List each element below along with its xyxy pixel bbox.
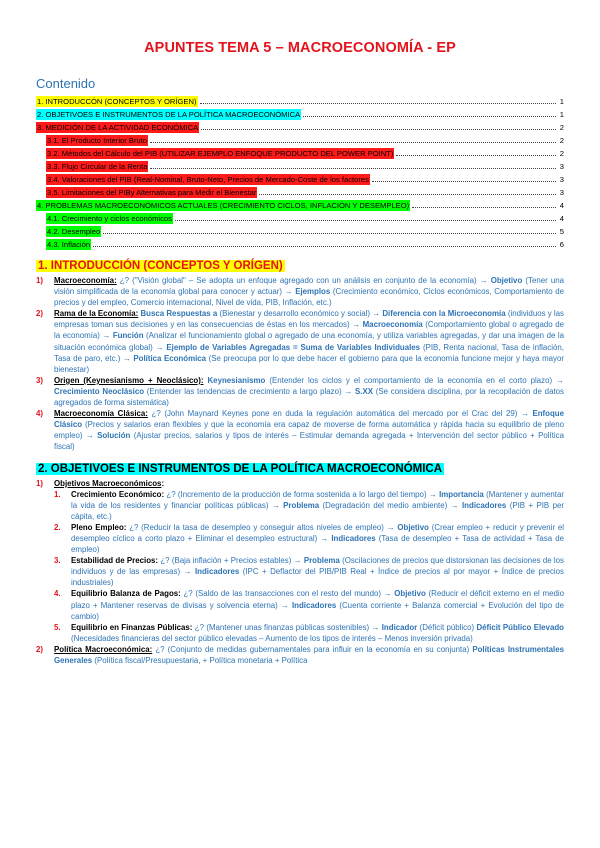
text-run: (Reducir el déficit externo en el medio plazo + Mantener reservas de divisas y solvencia eterna) (71, 589, 564, 610)
text-run: Macroeconomía (362, 320, 423, 330)
toc-entry-text: 2. OBJETIVOES E INSTRUMENTOS DE LA POLÍTICA MACROECONÓMICA (37, 110, 301, 119)
text-run: Ejemplo de Variables Agregadas = Suma de Variables Individuales (166, 342, 421, 352)
text-run: (Comportamiento global o agregado de la economía) (54, 320, 564, 341)
text-run: (Crecimiento económico, Ciclos económicos, Comportamiento de precios y del empleo, Comercio internacional, Nivel de vida, PIB, Inflación, etc.) (54, 287, 564, 308)
text-run: Busca Respuestas a (138, 309, 218, 319)
arrow-icon: → (102, 331, 113, 341)
toc-entry-text: 4.1. Crecimiento y ciclos económicos (47, 214, 172, 223)
text-run: Rama de la Economía: (54, 309, 139, 319)
arrow-icon: → (344, 386, 356, 396)
toc-leader-dots (259, 194, 556, 195)
toc-entry-text: 3. MEDICIÓN DE LA ACTIVIDAD ECONÓMICA (37, 123, 199, 132)
toc-list (36, 94, 564, 250)
text-run: (Tasa de desempleo + Tasa de actividad + Tasa de empleo) (71, 533, 564, 555)
text-run: (Ajustar precios, salarios y tipos de interés – Estimular demanda agregada + Intervención del sector público + Política fiscal) (54, 431, 564, 452)
arrow-icon: → (383, 589, 395, 599)
toc-page-number: 3 (559, 162, 564, 171)
text-run: (Tener una visión simplificada de la economía global para conocer y actuar) (54, 276, 565, 297)
text-run: ¿? ("Visión global" – Se adopta un enfoque agregado con un análisis en conjunto de la economía) (116, 276, 480, 285)
toc-page-number: 4 (559, 201, 564, 210)
list-item-text (54, 308, 564, 375)
text-run: ¿? (Conjunto de medidas gubernamentales para influir en la economía en su conjunta) (152, 644, 473, 654)
text-run: Políticas Instrumentales Generales (54, 644, 564, 665)
list-item-text (54, 478, 564, 489)
list-number: 2) (36, 644, 44, 654)
toc-page-number: 1 (559, 97, 564, 106)
toc-entry-text: 4.2. Desempleo (47, 227, 101, 236)
sub-list-item (36, 489, 564, 522)
text-run: (Se preocupa por lo que debe hacer el gobierno para que la economía funcione mejor y haya mayor bienestar) (54, 353, 565, 374)
toc-leader-dots (303, 116, 556, 117)
text-run: (Crear empleo + reducir y prevenir el desempleo cíclico a corto plazo + Eliminar el desempleo estructural) (71, 522, 564, 543)
section (36, 250, 564, 453)
toc-entry[interactable] (36, 224, 564, 237)
list-item (36, 478, 564, 489)
toc-entry-text: 4.3. Inflación (47, 240, 91, 249)
text-run: (individuos y las empresas toman sus decisiones y en las consecuencias de éstas en los mercados) (54, 309, 564, 330)
toc-page-number: 2 (559, 136, 564, 145)
list-number: 3) (36, 375, 44, 385)
arrow-icon: → (450, 500, 462, 510)
text-run: ¿? (Reducir la tasa de desempleo y conseguir altos niveles de empleo) (126, 522, 387, 532)
toc-leader-dots (200, 103, 557, 104)
arrow-icon: → (284, 287, 296, 297)
text-run: Objetivo (394, 589, 426, 599)
text-run: ¿? (Saldo de las transacciones con el resto del mundo) (180, 589, 384, 599)
arrow-icon: → (520, 409, 533, 419)
text-run: (Oscilaciones de precios que distorsionan las decisiones de los individuos y de las empresas) (71, 556, 564, 577)
toc-entry-text: 1. INTRODUCCÓN (CONCEPTOS Y ORÍGEN) (37, 97, 197, 106)
arrow-icon: → (428, 489, 440, 499)
text-run: Macroeconomía Clásica: (54, 409, 148, 419)
list-number: 4) (36, 409, 44, 419)
text-run: (Política fiscal/Presupuestaria, + Política monetaria + Política (92, 656, 308, 665)
list-item (36, 308, 564, 375)
text-run: (PIB, Renta nacional, Tasa de inflación, Tasa de paro, etc.) (54, 342, 564, 363)
toc-leader-dots (103, 233, 556, 234)
text-run: (Analizar el funcionamiento global o agregado de una economía, y utiliza variables agregadas, y dar una imagen de la situación económica global) (54, 331, 564, 352)
text-run: ¿? (Mantener unas finanzas públicas sostenibles) (192, 622, 372, 632)
document-title: APUNTES TEMA 5 – MACROECONOMÍA - EP (144, 40, 456, 56)
text-run: Déficit Público Elevado (476, 622, 564, 632)
arrow-icon: → (372, 309, 383, 319)
toc-entry-text: 3.3. Flujo Circular de la Renta (47, 162, 148, 171)
text-run: (Déficit público) (417, 622, 477, 632)
list-item-text (71, 622, 564, 644)
toc-entry[interactable] (36, 185, 564, 198)
text-run: Ejemplos (295, 287, 331, 297)
toc-entry[interactable] (36, 120, 564, 133)
text-run: Equilibrio en Finanzas Públicas: (71, 622, 193, 632)
text-run: (Entender los ciclos y el comportamiento de la economía en el corto plazo) (265, 375, 557, 385)
list-number: 1. (54, 489, 61, 499)
text-run: Política Económica (133, 353, 207, 363)
text-run: Objetivos Macroeconómicos (54, 478, 162, 488)
toc-page-number: 5 (559, 227, 564, 236)
list-item (36, 408, 564, 452)
section-heading: 1. INTRODUCCIÓN (CONCEPTOS Y ORÍGEN) (38, 260, 283, 272)
list-number: 4. (54, 589, 61, 599)
text-run: Importancia (439, 489, 484, 499)
arrow-icon: → (556, 375, 564, 385)
text-run: Solución (97, 431, 131, 441)
toc-leader-dots (175, 220, 556, 221)
toc-entry-text: 3.4. Valoraciones del PIB (Real-Nominal, Bruto-Neto, Precios de Mercado-Coste de los factores (47, 175, 369, 184)
text-run: (Necesidades financieras del sector público elevadas – Aumento de los tipos de interés – Menos inversión privada) (71, 633, 473, 643)
list-item (36, 375, 564, 408)
text-run: Macroeconomía: (54, 276, 117, 285)
arrow-icon: → (479, 276, 491, 285)
arrow-icon: → (371, 622, 382, 632)
toc-heading: Contenido (36, 76, 96, 91)
toc-leader-dots (412, 207, 556, 208)
text-run: Problema (283, 500, 320, 510)
text-run: (Precios y salarios eran flexibles y que la economía era capaz de moverse de forma automática y rápida hacia su equilibrio de pleno empleo) (54, 420, 564, 441)
text-run: (IPC + Deflactor del PIB/PIB Real + Índice de precios al por mayor + Índice de precios industriales) (71, 567, 564, 588)
arrow-icon: → (122, 353, 134, 363)
text-run: Crecimiento Neoclásico (54, 386, 145, 396)
toc-page-number: 1 (559, 110, 564, 119)
toc-page-number: 4 (559, 214, 564, 223)
toc-leader-dots (150, 168, 556, 169)
text-run: (PIB + PIB per cápita, etc.) (71, 500, 564, 521)
arrow-icon: → (183, 567, 195, 577)
toc-entry[interactable] (36, 198, 564, 211)
list-item-text (54, 275, 564, 308)
list-item-text (71, 489, 564, 522)
toc-page-number: 3 (559, 188, 564, 197)
text-run: Indicadores (331, 533, 376, 543)
toc-leader-dots (201, 129, 556, 130)
text-run: Keynesianismo (203, 375, 266, 385)
toc-page-number: 3 (559, 175, 564, 184)
text-run: Política Macroeconómica: (54, 644, 153, 654)
sub-list-item (36, 622, 564, 644)
text-run: (Entender las tendencias de crecimiento a largo plazo) (144, 386, 345, 396)
text-run: Objetivo (397, 522, 429, 532)
toc-page-number: 2 (559, 123, 564, 132)
text-run: Indicadores (291, 600, 337, 610)
toc-entry-text: 4. PROBLEMAS MACROECONÓMICOS ACTUALES (CRECIMIENTO CICLOS, INFLACIÓN Y DESEMPLEO) (37, 201, 410, 210)
list-item-text (54, 375, 564, 408)
text-run: Indicador (381, 622, 418, 632)
toc-entry[interactable] (36, 237, 564, 250)
toc-entry[interactable] (36, 146, 564, 159)
toc-entry[interactable] (36, 159, 564, 172)
text-run: Pleno Empleo: (71, 522, 127, 532)
toc-leader-dots (93, 246, 556, 247)
text-run: Origen (Keynesianismo + Neoclásico): (54, 375, 204, 385)
text-run: Objetivo (490, 276, 523, 285)
text-run: Problema (303, 556, 340, 566)
list-item (36, 644, 564, 666)
text-run: (Degradación del medio ambiente) (319, 500, 451, 510)
toc-entry[interactable] (36, 211, 564, 224)
text-run: S.XX (355, 386, 373, 396)
list-item-text (71, 555, 564, 588)
toc-entry[interactable] (36, 94, 564, 107)
document-body (36, 250, 564, 666)
text-run: Diferencia con la Microeconomía (382, 309, 506, 319)
list-item-text (71, 588, 564, 621)
text-run: Equilibrio Balanza de Pagos: (71, 589, 181, 599)
arrow-icon: → (280, 600, 292, 610)
arrow-icon: → (85, 431, 98, 441)
list-number: 2) (36, 309, 44, 319)
arrow-icon: → (271, 500, 284, 510)
text-run: ¿? (Incremento de la producción de forma sostenida a lo largo del tiempo) (164, 489, 429, 499)
arrow-icon: → (352, 320, 363, 330)
toc-entry[interactable] (36, 107, 564, 120)
toc-entry-text: 3.1. El Producto Interior Bruto (47, 136, 148, 145)
text-run: Indicadores (461, 500, 507, 510)
toc-page-number: 2 (559, 149, 564, 158)
sub-list-item (36, 588, 564, 621)
toc-entry[interactable] (36, 133, 564, 146)
text-run: Crecimiento Económico: (71, 489, 165, 499)
table-of-contents (36, 76, 564, 250)
toc-page-number: 6 (559, 240, 564, 249)
toc-entry[interactable] (36, 172, 564, 185)
text-run: (Mantener y aumentar la vida de los residentes y financiar políticas públicas) (71, 489, 564, 510)
section (36, 453, 564, 667)
text-run: (Bienestar y desarrollo económico y social) (217, 309, 373, 319)
arrow-icon: → (320, 533, 332, 543)
text-run: (Se considera disciplina, por la recopilación de datos agregados de forma sistemática) (54, 386, 564, 408)
list-item (36, 275, 564, 308)
list-number: 1) (36, 276, 44, 285)
list-number: 1) (36, 478, 44, 488)
text-run: ¿? (John Maynard Keynes pone en duda la regulación automática del mercado por el Crac del 29) (147, 409, 521, 419)
text-run: Enfoque Clásico (54, 409, 564, 430)
list-item-text (71, 522, 564, 555)
list-item-text (54, 408, 564, 452)
toc-entry-text: 3.5. Limitaciones del PIBy Alternativas para Medir el Bienestar (47, 188, 257, 197)
list-number: 5. (54, 622, 61, 632)
arrow-icon: → (155, 342, 167, 352)
text-run: Función (112, 331, 144, 341)
text-run: : (161, 478, 165, 488)
arrow-icon: → (293, 556, 304, 566)
toc-entry-text: 3.2. Métodos del Cálculo del PIB (UTILIZAR EJEMPLO ENFOQUE PRODUCTO DEL POWER POINT) (47, 149, 394, 158)
toc-leader-dots (150, 142, 556, 143)
toc-leader-dots (372, 181, 556, 182)
text-run: Estabilidad de Precios: (71, 556, 159, 566)
toc-leader-dots (396, 155, 556, 156)
list-item-text (54, 644, 564, 666)
section-heading: 2. OBJETIVOES E INSTRUMENTOS DE LA POLÍTICA MACROECONÓMICA (38, 462, 443, 475)
sub-list-item (36, 555, 564, 588)
sub-list-item (36, 522, 564, 555)
text-run: (Cuenta corriente + Balanza comercial + Evolución del tipo de cambio) (71, 600, 564, 621)
arrow-icon: → (386, 522, 398, 532)
text-run: ¿? (Baja inflación + Precios estables) (158, 556, 294, 566)
list-number: 3. (54, 556, 61, 566)
text-run: Indicadores (194, 567, 240, 577)
list-number: 2. (54, 522, 61, 532)
